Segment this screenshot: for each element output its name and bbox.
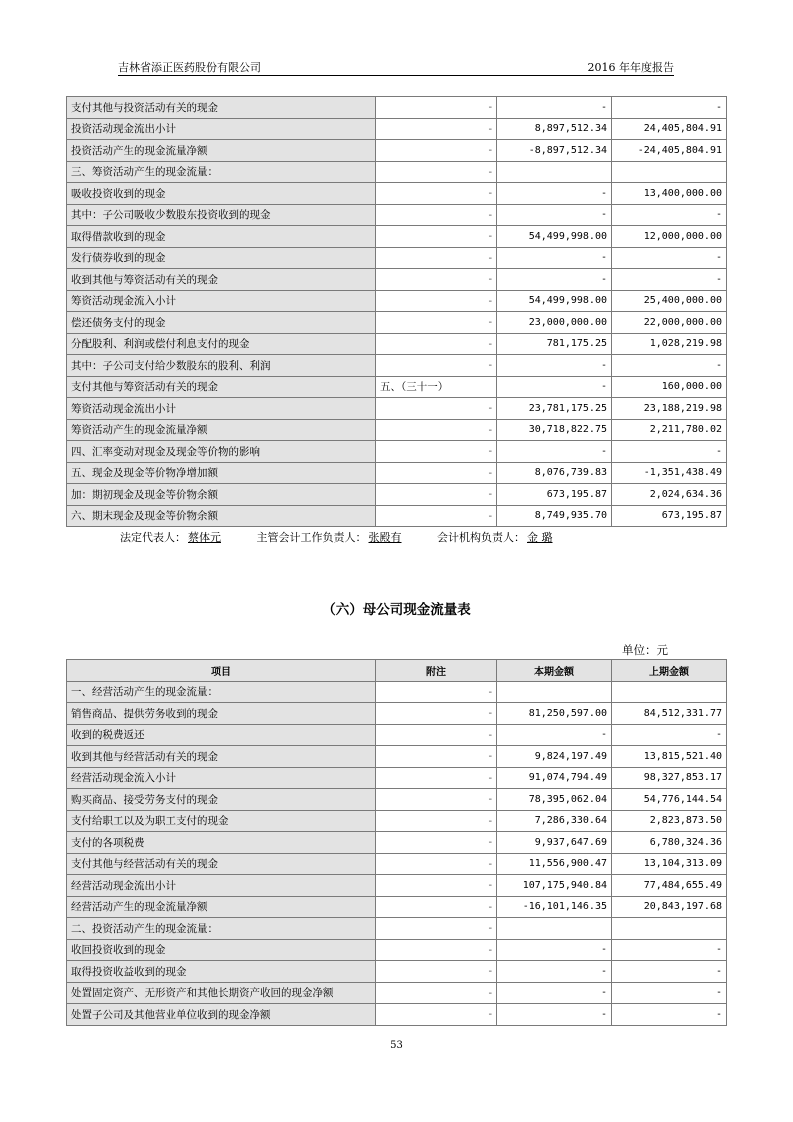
- note-cell: -: [376, 789, 497, 811]
- previous-amount-cell: -: [612, 97, 727, 119]
- table-row: [67, 505, 727, 527]
- previous-amount-cell: [612, 918, 727, 940]
- previous-amount-cell: 24,405,804.91: [612, 118, 727, 140]
- item-cell: 处置子公司及其他营业单位收到的现金净额: [67, 1004, 376, 1026]
- current-amount-cell: 81,250,597.00: [497, 703, 612, 725]
- item-cell: 筹资活动现金流入小计: [67, 290, 376, 312]
- current-amount-cell: 91,074,794.49: [497, 767, 612, 789]
- current-amount-cell: 8,897,512.34: [497, 118, 612, 140]
- table-row: [67, 810, 727, 832]
- note-cell: -: [376, 161, 497, 183]
- note-cell: -: [376, 961, 497, 983]
- current-amount-cell: -: [497, 1004, 612, 1026]
- current-amount-cell: -8,897,512.34: [497, 140, 612, 162]
- current-amount-cell: 7,286,330.64: [497, 810, 612, 832]
- current-amount-cell: 781,175.25: [497, 333, 612, 355]
- note-cell: -: [376, 505, 497, 527]
- item-cell: 一、经营活动产生的现金流量：: [67, 681, 376, 703]
- current-amount-cell: 30,718,822.75: [497, 419, 612, 441]
- table-row: [67, 419, 727, 441]
- note-cell: -: [376, 290, 497, 312]
- previous-amount-cell: 84,512,331.77: [612, 703, 727, 725]
- table-row: [67, 767, 727, 789]
- current-amount-cell: 23,000,000.00: [497, 312, 612, 334]
- previous-amount-cell: 160,000.00: [612, 376, 727, 398]
- table-row: [67, 939, 727, 961]
- item-cell: 筹资活动现金流出小计: [67, 398, 376, 420]
- note-cell: -: [376, 226, 497, 248]
- acct-head-label: 主管会计工作负责人：: [256, 531, 367, 544]
- table-row: [67, 226, 727, 248]
- current-amount-cell: 9,937,647.69: [497, 832, 612, 854]
- current-amount-cell: 107,175,940.84: [497, 875, 612, 897]
- current-amount-cell: -: [497, 724, 612, 746]
- item-cell: 取得投资收益收到的现金: [67, 961, 376, 983]
- table-row: [67, 333, 727, 355]
- note-cell: -: [376, 746, 497, 768]
- note-cell: -: [376, 398, 497, 420]
- table-row: [67, 376, 727, 398]
- table-row: [67, 247, 727, 269]
- previous-amount-cell: 20,843,197.68: [612, 896, 727, 918]
- previous-amount-cell: 22,000,000.00: [612, 312, 727, 334]
- item-cell: 支付的各项税费: [67, 832, 376, 854]
- table-row: [67, 462, 727, 484]
- current-amount-cell: -: [497, 376, 612, 398]
- current-amount-cell: -: [497, 355, 612, 377]
- previous-amount-cell: -24,405,804.91: [612, 140, 727, 162]
- previous-amount-cell: -: [612, 247, 727, 269]
- previous-amount-cell: -: [612, 355, 727, 377]
- note-cell: -: [376, 140, 497, 162]
- previous-amount-cell: 77,484,655.49: [612, 875, 727, 897]
- current-amount-cell: -: [497, 183, 612, 205]
- col-header-item: 项目: [67, 660, 376, 682]
- previous-amount-cell: -: [612, 204, 727, 226]
- current-amount-cell: 8,076,739.83: [497, 462, 612, 484]
- current-amount-cell: 673,195.87: [497, 484, 612, 506]
- note-cell: -: [376, 832, 497, 854]
- table-row: [67, 896, 727, 918]
- item-cell: 投资活动现金流出小计: [67, 118, 376, 140]
- current-amount-cell: -16,101,146.35: [497, 896, 612, 918]
- current-amount-cell: [497, 918, 612, 940]
- item-cell: 加：期初现金及现金等价物余额: [67, 484, 376, 506]
- previous-amount-cell: 25,400,000.00: [612, 290, 727, 312]
- table-row: [67, 724, 727, 746]
- note-cell: -: [376, 269, 497, 291]
- current-amount-cell: [497, 161, 612, 183]
- current-amount-cell: -: [497, 441, 612, 463]
- report-title: 2016 年年度报告: [587, 61, 674, 74]
- company-name: 吉林省添正医药股份有限公司: [118, 61, 261, 74]
- table-row: [67, 290, 727, 312]
- item-cell: 吸收投资收到的现金: [67, 183, 376, 205]
- item-cell: 销售商品、提供劳务收到的现金: [67, 703, 376, 725]
- item-cell: 经营活动现金流入小计: [67, 767, 376, 789]
- item-cell: 发行债券收到的现金: [67, 247, 376, 269]
- note-cell: -: [376, 118, 497, 140]
- item-cell: 收到的税费返还: [67, 724, 376, 746]
- previous-amount-cell: 54,776,144.54: [612, 789, 727, 811]
- item-cell: 支付其他与经营活动有关的现金: [67, 853, 376, 875]
- table-row: [67, 1004, 727, 1026]
- previous-amount-cell: 12,000,000.00: [612, 226, 727, 248]
- previous-amount-cell: 2,823,873.50: [612, 810, 727, 832]
- note-cell: -: [376, 681, 497, 703]
- table-row: [67, 832, 727, 854]
- note-cell: -: [376, 853, 497, 875]
- previous-amount-cell: -: [612, 724, 727, 746]
- note-cell: -: [376, 703, 497, 725]
- current-amount-cell: [497, 681, 612, 703]
- table-row: [67, 161, 727, 183]
- table-row: [67, 398, 727, 420]
- current-amount-cell: -: [497, 269, 612, 291]
- col-header-current: 本期金额: [497, 660, 612, 682]
- note-cell: -: [376, 97, 497, 119]
- acct-head-name: 张殿有: [368, 531, 402, 544]
- item-cell: 投资活动产生的现金流量净额: [67, 140, 376, 162]
- table-row: [67, 703, 727, 725]
- item-cell: 六、期末现金及现金等价物余额: [67, 505, 376, 527]
- current-amount-cell: 54,499,998.00: [497, 290, 612, 312]
- table-row: [67, 961, 727, 983]
- note-cell: -: [376, 939, 497, 961]
- note-cell: -: [376, 1004, 497, 1026]
- previous-amount-cell: 13,400,000.00: [612, 183, 727, 205]
- table-row: [67, 118, 727, 140]
- legal-rep-label: 法定代表人：: [120, 531, 186, 544]
- table-row: [67, 441, 727, 463]
- previous-amount-cell: 2,211,780.02: [612, 419, 727, 441]
- table-row: [67, 982, 727, 1004]
- table-row: [67, 140, 727, 162]
- previous-amount-cell: -: [612, 961, 727, 983]
- current-amount-cell: 54,499,998.00: [497, 226, 612, 248]
- note-cell: -: [376, 312, 497, 334]
- current-amount-cell: -: [497, 961, 612, 983]
- item-cell: 收到其他与经营活动有关的现金: [67, 746, 376, 768]
- page-header: [118, 57, 674, 76]
- item-cell: 支付其他与筹资活动有关的现金: [67, 376, 376, 398]
- previous-amount-cell: 673,195.87: [612, 505, 727, 527]
- previous-amount-cell: [612, 681, 727, 703]
- legal-rep-name: 蔡体元: [188, 531, 221, 544]
- item-cell: 筹资活动产生的现金流量净额: [67, 419, 376, 441]
- note-cell: -: [376, 419, 497, 441]
- parent-cash-flow-table: [66, 659, 727, 1026]
- previous-amount-cell: 2,024,634.36: [612, 484, 727, 506]
- previous-amount-cell: -1,351,438.49: [612, 462, 727, 484]
- table-row: [67, 269, 727, 291]
- note-cell: -: [376, 247, 497, 269]
- col-header-previous: 上期金额: [612, 660, 727, 682]
- item-cell: 取得借款收到的现金: [67, 226, 376, 248]
- previous-amount-cell: -: [612, 269, 727, 291]
- previous-amount-cell: -: [612, 982, 727, 1004]
- previous-amount-cell: 13,104,313.09: [612, 853, 727, 875]
- note-cell: -: [376, 355, 497, 377]
- previous-amount-cell: 1,028,219.98: [612, 333, 727, 355]
- note-cell: -: [376, 462, 497, 484]
- previous-amount-cell: 6,780,324.36: [612, 832, 727, 854]
- table-row: [67, 484, 727, 506]
- cash-flow-table-continued: [66, 96, 727, 527]
- current-amount-cell: -: [497, 247, 612, 269]
- note-cell: -: [376, 810, 497, 832]
- item-cell: 支付给职工以及为职工支付的现金: [67, 810, 376, 832]
- item-cell: 三、筹资活动产生的现金流量：: [67, 161, 376, 183]
- table-row: [67, 853, 727, 875]
- note-cell: -: [376, 724, 497, 746]
- current-amount-cell: -: [497, 97, 612, 119]
- acct-org-label: 会计机构负责人：: [437, 531, 525, 544]
- note-cell: -: [376, 333, 497, 355]
- note-cell: 五、（三十一）: [376, 376, 497, 398]
- item-cell: 偿还债务支付的现金: [67, 312, 376, 334]
- current-amount-cell: 11,556,900.47: [497, 853, 612, 875]
- item-cell: 其中：子公司支付给少数股东的股利、利润: [67, 355, 376, 377]
- current-amount-cell: 8,749,935.70: [497, 505, 612, 527]
- item-cell: 分配股利、利润或偿付利息支付的现金: [67, 333, 376, 355]
- previous-amount-cell: -: [612, 1004, 727, 1026]
- item-cell: 经营活动产生的现金流量净额: [67, 896, 376, 918]
- item-cell: 购买商品、接受劳务支付的现金: [67, 789, 376, 811]
- current-amount-cell: 78,395,062.04: [497, 789, 612, 811]
- note-cell: -: [376, 896, 497, 918]
- table-row: [67, 918, 727, 940]
- current-amount-cell: 9,824,197.49: [497, 746, 612, 768]
- table-row: [67, 875, 727, 897]
- table-row: [67, 97, 727, 119]
- note-cell: -: [376, 875, 497, 897]
- item-cell: 经营活动现金流出小计: [67, 875, 376, 897]
- current-amount-cell: 23,781,175.25: [497, 398, 612, 420]
- table-row: [67, 204, 727, 226]
- previous-amount-cell: [612, 161, 727, 183]
- item-cell: 二、投资活动产生的现金流量：: [67, 918, 376, 940]
- previous-amount-cell: -: [612, 441, 727, 463]
- current-amount-cell: -: [497, 204, 612, 226]
- table-row: [67, 789, 727, 811]
- note-cell: -: [376, 204, 497, 226]
- col-header-note: 附注: [376, 660, 497, 682]
- previous-amount-cell: 13,815,521.40: [612, 746, 727, 768]
- previous-amount-cell: 23,188,219.98: [612, 398, 727, 420]
- section-title: （六）母公司现金流量表: [322, 602, 471, 618]
- previous-amount-cell: 98,327,853.17: [612, 767, 727, 789]
- note-cell: -: [376, 982, 497, 1004]
- acct-org-name: 金 璐: [527, 531, 553, 544]
- unit-label: 单位：元: [622, 643, 668, 657]
- table-header-row: [67, 660, 727, 682]
- note-cell: -: [376, 183, 497, 205]
- table-row: [67, 355, 727, 377]
- current-amount-cell: -: [497, 939, 612, 961]
- note-cell: -: [376, 441, 497, 463]
- item-cell: 支付其他与投资活动有关的现金: [67, 97, 376, 119]
- table-row: [67, 746, 727, 768]
- item-cell: 四、汇率变动对现金及现金等价物的影响: [67, 441, 376, 463]
- note-cell: -: [376, 484, 497, 506]
- table-row: [67, 183, 727, 205]
- note-cell: -: [376, 767, 497, 789]
- item-cell: 其中：子公司吸收少数股东投资收到的现金: [67, 204, 376, 226]
- current-amount-cell: -: [497, 982, 612, 1004]
- item-cell: 收回投资收到的现金: [67, 939, 376, 961]
- item-cell: 收到其他与筹资活动有关的现金: [67, 269, 376, 291]
- table-row: [67, 681, 727, 703]
- note-cell: -: [376, 918, 497, 940]
- table-row: [67, 312, 727, 334]
- previous-amount-cell: -: [612, 939, 727, 961]
- signature-line: [120, 529, 553, 545]
- item-cell: 五、现金及现金等价物净增加额: [67, 462, 376, 484]
- item-cell: 处置固定资产、无形资产和其他长期资产收回的现金净额: [67, 982, 376, 1004]
- page-number: 53: [390, 1040, 403, 1051]
